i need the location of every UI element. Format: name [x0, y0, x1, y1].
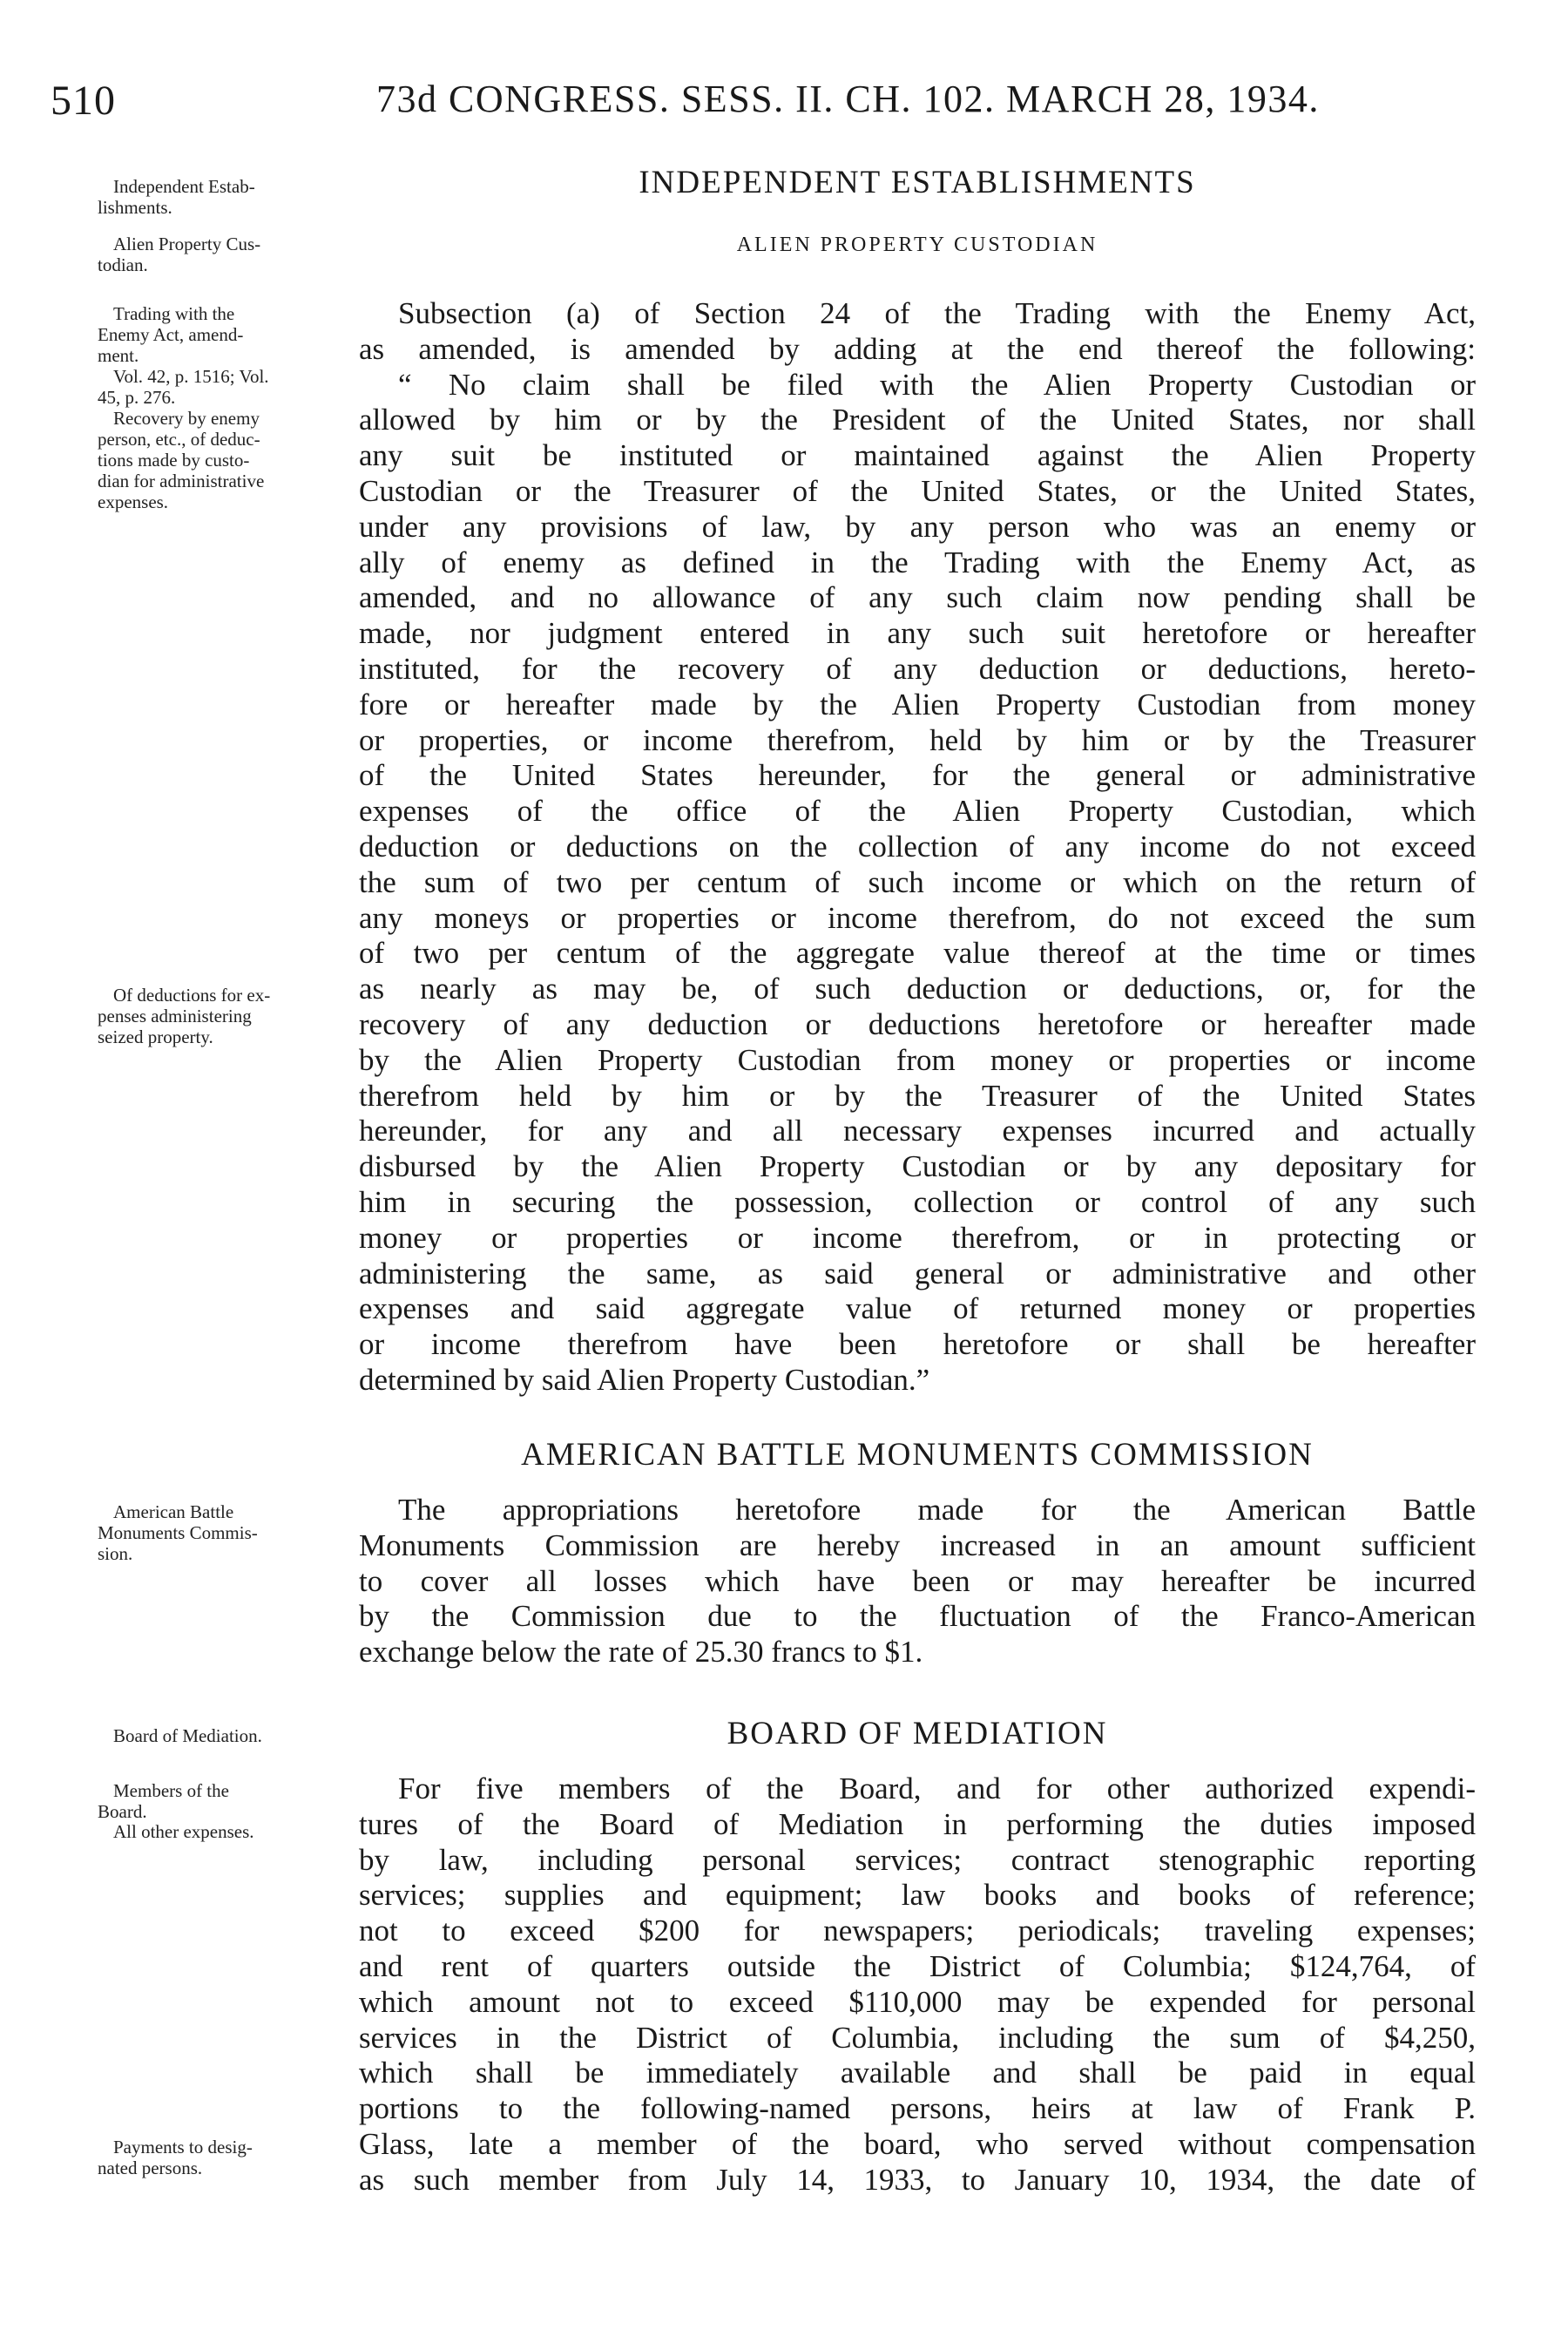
margin-note-american-battle: American Battle Monuments Commis- sion. — [98, 1501, 258, 1564]
page-number: 510 — [51, 78, 116, 124]
margin-note-all-other-expenses: All other expenses. — [113, 1821, 254, 1842]
margin-note-independent-establishments: Independent Estab- lishments. — [98, 176, 255, 218]
margin-note-board-of-mediation: Board of Mediation. — [113, 1725, 262, 1746]
margin-note-payments-designated: Payments to desig- nated persons. — [98, 2137, 253, 2178]
american-battle-paragraph: The appropriations heretofore made for the American Battle Monuments Commission are hereby increased in an amount sufficient to cover all losses which have been or may hereafter be incurred by the Commission due to the fluctuation of the Franco-American exchange below the rate of 25.30 francs to $1. — [359, 1493, 1476, 1670]
alien-property-paragraph: Subsection (a) of Section 24 of the Trading with the Enemy Act, as amended, is amended by adding at the end thereof the following: “ No claim shall be filed with the Alien Property Custodian or allowed by him or by the President of the United States, nor shall any suit be instituted or maintained against the Alien Property Custodian or the Treasurer of the United States, or the United States, under any provisions of law, by any person who was an enemy or ally of enemy as defined in the Trading with the Enemy Act, as amended, and no allowance of any such claim now pending shall be made, nor judgment entered in any such suit heretofore or hereafter instituted, for the recovery of any deduction or deductions, hereto- fore or hereafter made by the Alien Property Custodian from money or properties, or income therefrom, held by him or by the Treasurer of the United States hereunder, for the general or administrative expenses of the office of the Alien Property Custodian, which deduction or deductions on the collection of any income do not exceed the sum of two per centum of such income or which on the return of any moneys or properties or income therefrom, do not exceed the sum of two per centum of the aggregate value thereof at the time or times as nearly as may be, of such deduction or deductions, or, for the recovery of any deduction or deductions heretofore or hereafter made by the Alien Property Custodian from money or properties or income therefrom held by him or by the Treasurer of the United States hereunder, for any and all necessary expenses incurred and actually disbursed by the Alien Property Custodian or by any depositary for him in securing the possession, collection or control of any such money or properties or income therefrom, or in protecting or administering the same, as said general or administrative and other expenses and said aggregate value of returned money or properties or income therefrom have been heretofore or shall be hereafter determined by said Alien Property Custodian.” — [359, 296, 1476, 1397]
margin-note-recovery-by-enemy: Recovery by enemy person, etc., of deduc- tions made by custo- dian for administrative expenses. — [98, 408, 265, 512]
american-battle-heading: AMERICAN BATTLE MONUMENTS COMMISSION — [521, 1437, 1314, 1473]
margin-note-deductions-for-expenses: Of deductions for ex- penses administering seized property. — [98, 985, 271, 1047]
independent-establishments-heading: INDEPENDENT ESTABLISHMENTS — [639, 165, 1196, 200]
running-head: 73d CONGRESS. SESS. II. CH. 102. MARCH 28, 1934. — [376, 78, 1320, 120]
board-of-mediation-heading: BOARD OF MEDIATION — [727, 1716, 1108, 1751]
board-of-mediation-paragraph: For five members of the Board, and for other authorized expendi- tures of the Board of Mediation in performing the duties imposed by law, including personal services; contract stenographic reporting services; supplies and equipment; law books and books of reference; not to exceed $200 for newspapers; periodicals; traveling expenses; and rent of quarters outside the District of Columbia; $124,764, of which amount not to exceed $110,000 may be expended for personal services in the District of Columbia, including the sum of $4,250, which shall be immediately available and shall be paid in equal portions to the following-named persons, heirs at law of Frank P. Glass, late a member of the board, who served without compensation as such member from July 14, 1933, to January 10, 1934, the date of — [359, 1771, 1476, 2197]
margin-note-alien-property-custodian: Alien Property Cus- todian. — [98, 234, 261, 275]
margin-note-trading-with-enemy: Trading with the Enemy Act, amend- ment. Vol. 42, p. 1516; Vol. 45, p. 276. — [98, 303, 269, 408]
alien-property-custodian-subheading: ALIEN PROPERTY CUSTODIAN — [736, 234, 1098, 256]
margin-note-members-of-board: Members of the Board. — [98, 1780, 229, 1822]
